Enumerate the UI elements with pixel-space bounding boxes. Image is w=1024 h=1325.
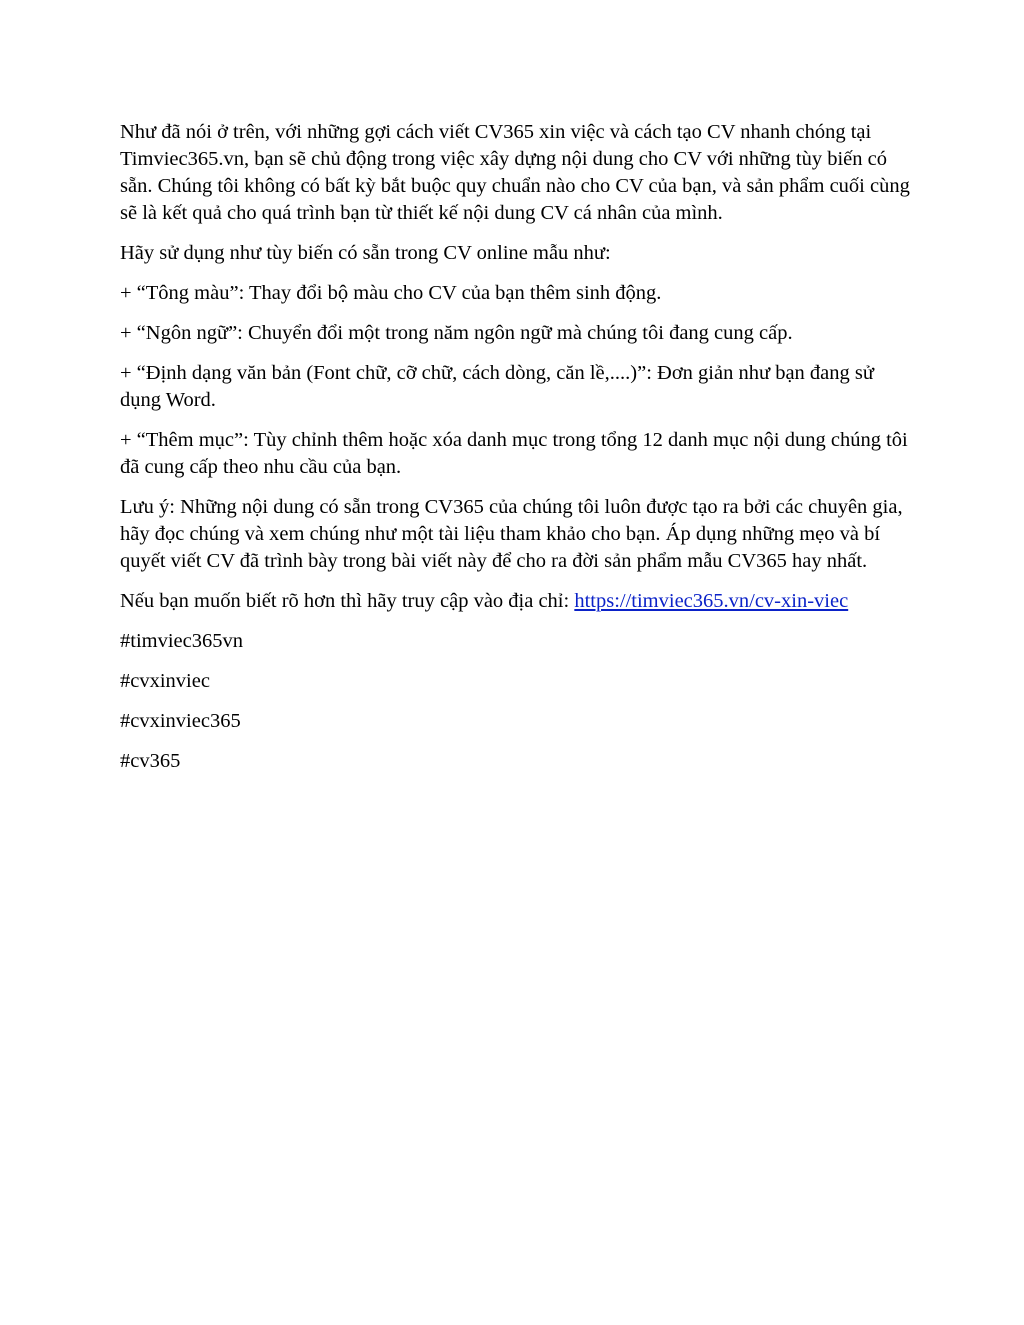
cv-xin-viec-link[interactable]: https://timviec365.vn/cv-xin-viec: [574, 590, 849, 612]
more-info-paragraph: [120, 588, 910, 615]
list-item-section: + “Thêm mục”: Tùy chỉnh thêm hoặc xóa danh mục trong tổng 12 danh mục nội dung chúng tôi đã cung cấp theo nhu cầu của bạn.: [120, 429, 908, 478]
note-paragraph: Lưu ý: Những nội dung có sẵn trong CV365 của chúng tôi luôn được tạo ra bởi các chuyên gia, hãy đọc chúng và xem chúng như một tài liệu tham khảo cho bạn. Áp dụng những mẹo và bí quyết viết CV đã trình bày trong bài viết này để cho ra đời sản phẩm mẫu CV365 hay nhất.: [120, 496, 903, 572]
intro-paragraph: Như đã nói ở trên, với những gợi cách viết CV365 xin việc và cách tạo CV nhanh chóng tại Timviec365.vn, bạn sẽ chủ động trong việc xây dựng nội dung cho CV với những tùy biến có sẵn. Chúng tôi không có bất kỳ bắt buộc quy chuẩn nào cho CV của bạn, và sản phẩm cuối cùng sẽ là kết quả cho quá trình bạn từ thiết kế nội dung CV cá nhân của mình.: [120, 121, 910, 224]
list-item-format: + “Định dạng văn bản (Font chữ, cỡ chữ, cách dòng, căn lề,....)”: Đơn giản như bạn đang sử dụng Word.: [120, 362, 874, 411]
usage-paragraph: Hãy sử dụng như tùy biến có sẵn trong CV online mẫu như:: [120, 242, 611, 264]
list-item-color: + “Tông màu”: Thay đổi bộ màu cho CV của bạn thêm sinh động.: [120, 282, 662, 304]
more-info-text: Nếu bạn muốn biết rõ hơn thì hãy truy cập vào địa chỉ:: [120, 590, 575, 612]
hashtag: #timviec365vn: [120, 630, 243, 652]
hashtag: #cvxinviec365: [120, 710, 241, 732]
list-item-language: + “Ngôn ngữ”: Chuyển đổi một trong năm ngôn ngữ mà chúng tôi đang cung cấp.: [120, 322, 793, 344]
hashtag: #cvxinviec: [120, 670, 210, 692]
document-page: [120, 119, 910, 788]
hashtag: #cv365: [120, 750, 181, 772]
